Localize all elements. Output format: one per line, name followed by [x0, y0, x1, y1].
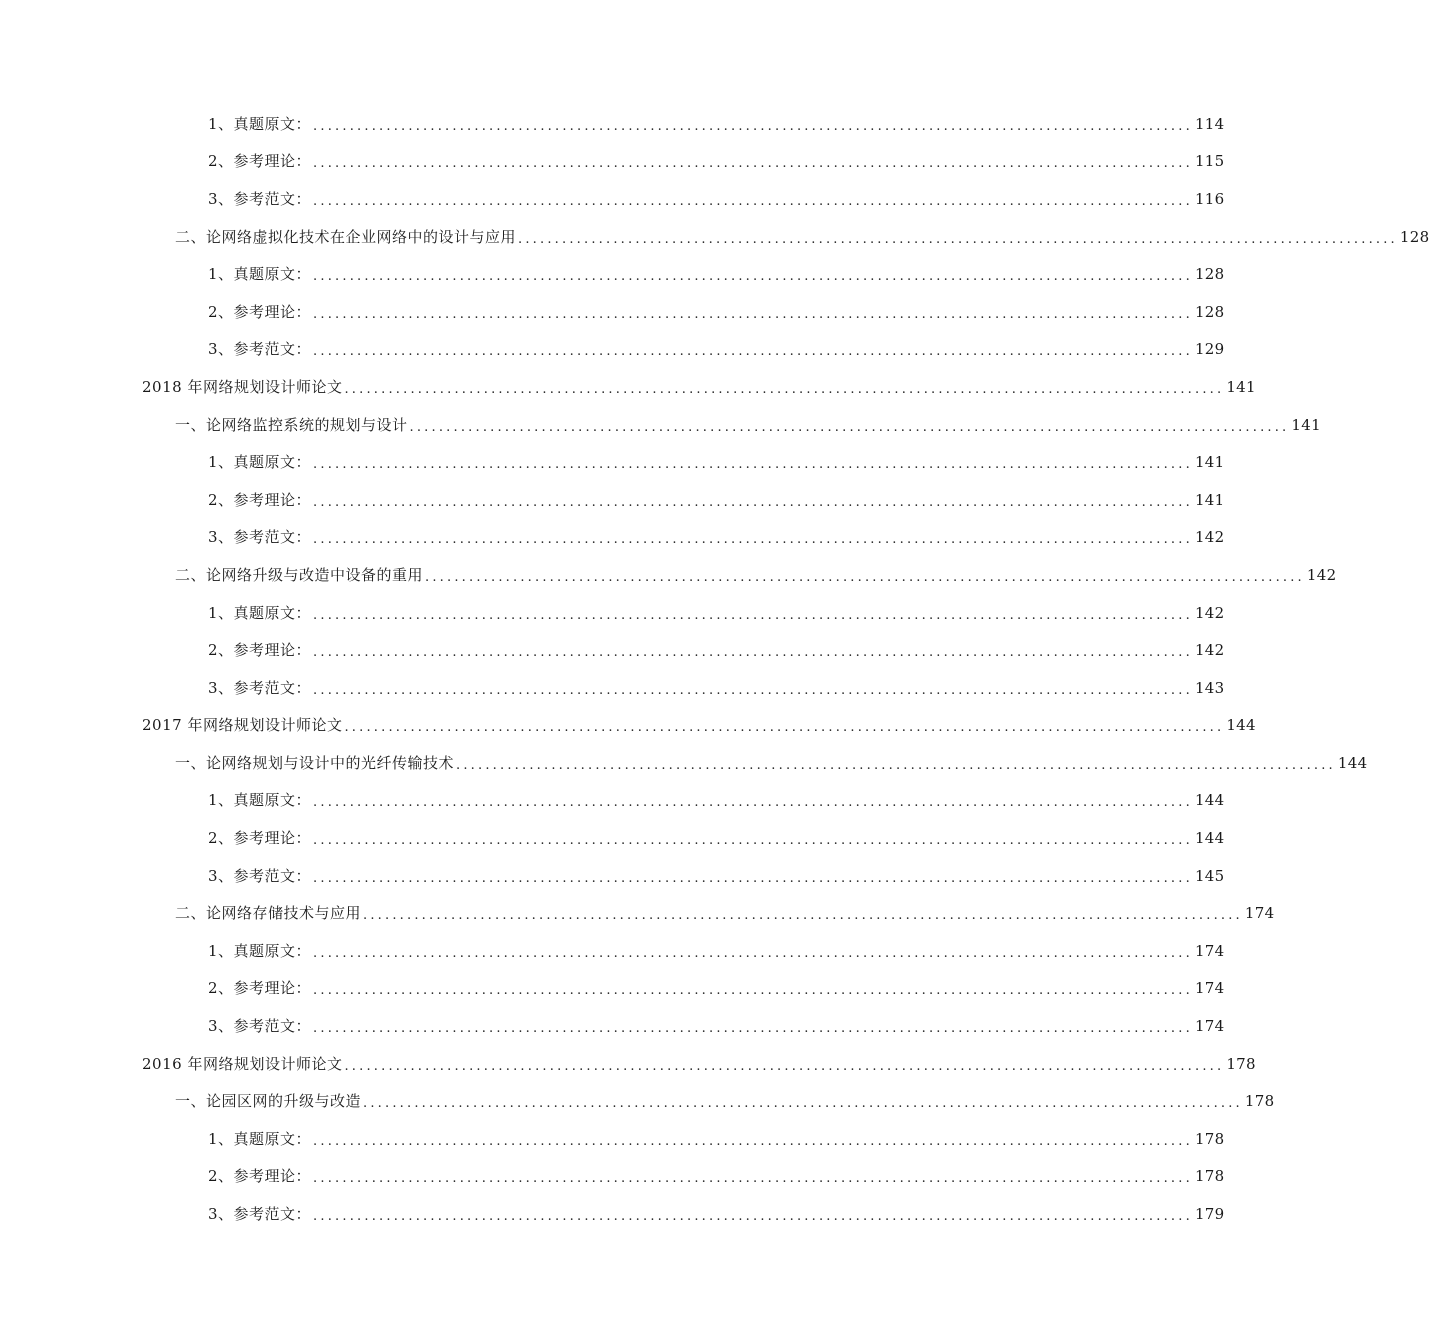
- toc-entry-page-number: 114: [1194, 114, 1225, 133]
- toc-entry[interactable]: [0, 481, 1225, 519]
- toc-entry[interactable]: [0, 819, 1225, 857]
- dot-leader: ........................................................................................................................: [313, 682, 1193, 698]
- dot-leader: ........................................................................................................................: [313, 833, 1193, 849]
- toc-entry[interactable]: [0, 406, 1321, 444]
- toc-entry[interactable]: [0, 669, 1225, 707]
- toc-entry[interactable]: [0, 744, 1368, 782]
- toc-entry-page-number: 144: [1337, 753, 1368, 772]
- dot-leader: ........................................................................................................................: [409, 419, 1290, 435]
- dot-leader: ........................................................................................................................: [313, 1021, 1193, 1037]
- dot-leader: ........................................................................................................................: [344, 381, 1225, 397]
- dot-leader: ........................................................................................................................: [344, 1058, 1225, 1074]
- toc-entry[interactable]: [0, 519, 1225, 557]
- toc-entry-title: 3、参考范文：: [208, 1205, 312, 1224]
- toc-entry-title: 1、真题原文：: [208, 941, 312, 960]
- toc-entry-title: 3、参考范文：: [208, 528, 312, 547]
- toc-entry-page-number: 174: [1194, 979, 1225, 998]
- dot-leader: ........................................................................................................................: [313, 1171, 1193, 1187]
- toc-entry[interactable]: [0, 1082, 1275, 1120]
- toc-entry-title: 3、参考范文：: [208, 866, 312, 885]
- toc-entry-page-number: 178: [1194, 1167, 1225, 1186]
- dot-leader: ........................................................................................................................: [363, 1096, 1243, 1112]
- toc-entry[interactable]: [0, 556, 1337, 594]
- toc-entry-title: 1、真题原文：: [208, 453, 312, 472]
- toc-entry-page-number: 178: [1226, 1054, 1256, 1073]
- toc-entry-page-number: 144: [1226, 716, 1256, 735]
- toc-entry-page-number: 141: [1291, 415, 1321, 434]
- dot-leader: ........................................................................................................................: [313, 1209, 1193, 1225]
- toc-entry-page-number: 116: [1194, 189, 1225, 208]
- toc-entry-title: 二、论网络存储技术与应用: [175, 904, 362, 923]
- toc-entry[interactable]: [0, 707, 1256, 745]
- toc-entry-title: 2、参考理论：: [208, 152, 312, 171]
- toc-entry-page-number: 174: [1194, 941, 1225, 960]
- dot-leader: ........................................................................................................................: [313, 795, 1193, 811]
- toc-entry-title: 2、参考理论：: [208, 302, 312, 321]
- toc-entry-title: 二、论网络虚拟化技术在企业网络中的设计与应用: [175, 227, 517, 246]
- toc-entry[interactable]: [0, 218, 1429, 256]
- dot-leader: ........................................................................................................................: [313, 118, 1193, 134]
- dot-leader: ........................................................................................................................: [313, 269, 1193, 285]
- toc-entry-page-number: 141: [1194, 490, 1225, 509]
- toc-entry[interactable]: [0, 1158, 1225, 1196]
- toc-entry[interactable]: [0, 293, 1225, 331]
- toc-entry-page-number: 128: [1194, 265, 1225, 284]
- toc-entry[interactable]: [0, 1195, 1225, 1233]
- toc-entry[interactable]: [0, 970, 1225, 1008]
- dot-leader: ........................................................................................................................: [313, 344, 1193, 360]
- dot-leader: ........................................................................................................................: [456, 757, 1336, 773]
- toc-entry-page-number: 178: [1194, 1129, 1225, 1148]
- dot-leader: ........................................................................................................................: [313, 945, 1193, 961]
- dot-leader: ........................................................................................................................: [313, 607, 1193, 623]
- dot-leader: ........................................................................................................................: [344, 720, 1225, 736]
- toc-entry-title: 二、论网络升级与改造中设备的重用: [175, 565, 424, 584]
- toc-entry-page-number: 178: [1244, 1092, 1275, 1111]
- toc-entry-title: 1、真题原文：: [208, 791, 312, 810]
- toc-entry[interactable]: [0, 1007, 1225, 1045]
- toc-entry-page-number: 145: [1194, 866, 1225, 885]
- dot-leader: ........................................................................................................................: [313, 156, 1193, 172]
- toc-entry-title: 3、参考范文：: [208, 340, 312, 359]
- toc-entry[interactable]: [0, 143, 1225, 181]
- toc-entry-title: 一、论网络规划与设计中的光纤传输技术: [175, 753, 455, 772]
- toc-entry-title: 1、真题原文：: [208, 265, 312, 284]
- toc-entry-title: 2017 年网络规划设计师论文: [142, 716, 343, 735]
- toc-entry-page-number: 115: [1194, 152, 1225, 171]
- toc-entry-title: 3、参考范文：: [208, 189, 312, 208]
- toc-entry-page-number: 143: [1194, 678, 1225, 697]
- dot-leader: ........................................................................................................................: [313, 532, 1193, 548]
- dot-leader: ........................................................................................................................: [518, 231, 1398, 247]
- toc-entry-page-number: 129: [1194, 340, 1225, 359]
- toc-entry-page-number: 128: [1194, 302, 1225, 321]
- toc-entry-page-number: 144: [1194, 829, 1225, 848]
- toc-entry-title: 1、真题原文：: [208, 114, 312, 133]
- toc-entry-title: 2、参考理论：: [208, 829, 312, 848]
- toc-entry-title: 2、参考理论：: [208, 641, 312, 660]
- toc-entry-page-number: 144: [1194, 791, 1225, 810]
- toc-entry-page-number: 174: [1194, 1017, 1225, 1036]
- dot-leader: ........................................................................................................................: [313, 457, 1193, 473]
- toc-entry-title: 3、参考范文：: [208, 678, 312, 697]
- dot-leader: ........................................................................................................................: [313, 193, 1193, 209]
- toc-entry-title: 2、参考理论：: [208, 490, 312, 509]
- toc-entry-page-number: 174: [1244, 904, 1275, 923]
- toc-entry-title: 一、论网络监控系统的规划与设计: [175, 415, 408, 434]
- toc-entry[interactable]: [0, 255, 1225, 293]
- toc-entry-title: 2、参考理论：: [208, 979, 312, 998]
- table-of-contents: [0, 105, 1429, 1233]
- dot-leader: ........................................................................................................................: [313, 306, 1193, 322]
- dot-leader: ........................................................................................................................: [313, 645, 1193, 661]
- toc-entry[interactable]: [0, 1120, 1225, 1158]
- toc-entry-title: 2、参考理论：: [208, 1167, 312, 1186]
- toc-entry-page-number: 128: [1399, 227, 1429, 246]
- toc-entry[interactable]: [0, 932, 1225, 970]
- dot-leader: ........................................................................................................................: [313, 870, 1193, 886]
- toc-entry[interactable]: [0, 368, 1256, 406]
- toc-entry[interactable]: [0, 180, 1225, 218]
- toc-entry[interactable]: [0, 894, 1275, 932]
- toc-entry[interactable]: [0, 331, 1225, 369]
- toc-entry-title: 3、参考范文：: [208, 1017, 312, 1036]
- toc-entry-title: 1、真题原文：: [208, 1129, 312, 1148]
- toc-entry-page-number: 142: [1306, 565, 1337, 584]
- toc-entry-title: 1、真题原文：: [208, 603, 312, 622]
- dot-leader: ........................................................................................................................: [313, 983, 1193, 999]
- dot-leader: ........................................................................................................................: [363, 908, 1243, 924]
- toc-entry[interactable]: [0, 1045, 1256, 1083]
- toc-entry-title: 一、论园区网的升级与改造: [175, 1092, 362, 1111]
- toc-entry[interactable]: [0, 594, 1225, 632]
- toc-entry[interactable]: [0, 857, 1225, 895]
- dot-leader: ........................................................................................................................: [425, 569, 1305, 585]
- toc-entry-title: 2016 年网络规划设计师论文: [142, 1054, 343, 1073]
- toc-entry[interactable]: [0, 105, 1225, 143]
- toc-entry-page-number: 142: [1194, 641, 1225, 660]
- toc-entry-page-number: 142: [1194, 528, 1225, 547]
- toc-entry-page-number: 142: [1194, 603, 1225, 622]
- toc-entry-page-number: 141: [1194, 453, 1225, 472]
- toc-entry[interactable]: [0, 782, 1225, 820]
- toc-entry[interactable]: [0, 443, 1225, 481]
- dot-leader: ........................................................................................................................: [313, 494, 1193, 510]
- toc-entry-page-number: 141: [1226, 377, 1256, 396]
- toc-entry-title: 2018 年网络规划设计师论文: [142, 377, 343, 396]
- dot-leader: ........................................................................................................................: [313, 1133, 1193, 1149]
- toc-entry-page-number: 179: [1194, 1205, 1225, 1224]
- toc-entry[interactable]: [0, 631, 1225, 669]
